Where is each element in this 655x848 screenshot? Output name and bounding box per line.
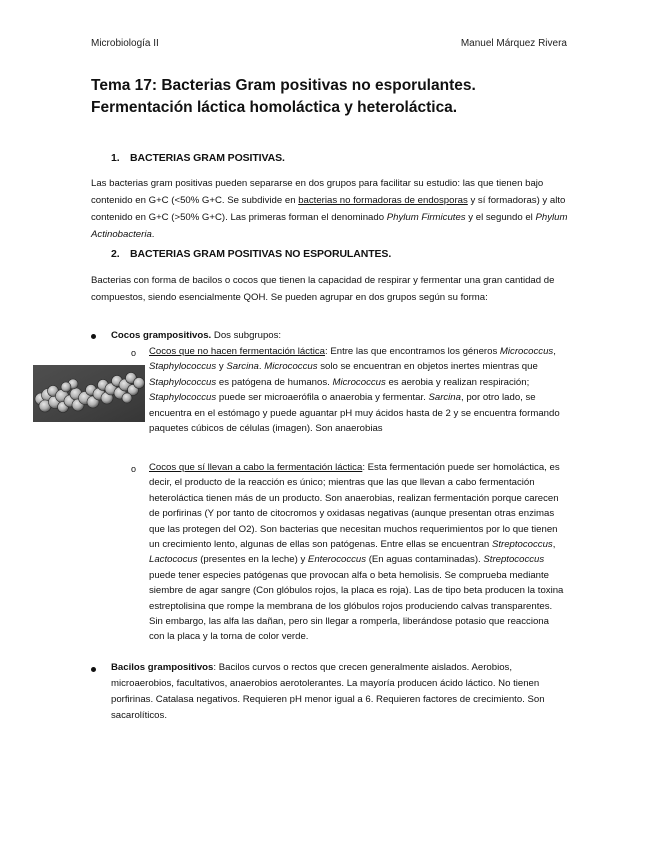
italic-term: Sarcina (226, 361, 259, 373)
section2-number: 2. (111, 248, 120, 260)
text-run: : Bacilos curvos o rectos que crecen generalmente aislados. Aerobios, microaerobios, facultativos, anaerobios aerotolerantes. La mayoría producen ácido láctico. No tienen porfirinas. Catalasa negativos. Requieren pH menor igual a 6. Requieren factores de crecimiento. Son sacarolíticos. (111, 662, 545, 721)
text-run: puede tener especies patógenas que provocan alfa o beta hemolisis. Se comprueba mediante siembre de agar sangre (Con glóbulos rojos, la placa es roja). Las de tipo beta producen la toxina estreptolisina que rompe la membrana de los glóbulos rojos produciendo calvas transparentes. Sin embargo, las alfa las dañan, pero sin llegar a romperla, liberándose potasio que reacciona con la placa y la torna de color verde. (149, 569, 564, 643)
section1-title: BACTERIAS GRAM POSITIVAS. (130, 152, 285, 164)
bullet-dot (91, 334, 96, 339)
italic-term: Micrococcus (332, 376, 386, 388)
bullet-dot (91, 667, 96, 672)
italic-term: Streptococcus (483, 554, 545, 566)
text-run: puede ser microaerófila o anaerobia y fermentar. (216, 392, 429, 404)
page-title: Tema 17: Bacterias Gram positivas no esporulantes. Fermentación láctica homoláctica y heteroláctica. (91, 77, 476, 116)
text-run: solo se encuentran en objetos inertes mientras que (317, 361, 538, 373)
text-run: y (216, 361, 227, 373)
text-run: , por otro lado, se encuentra en el estómago y puede aguantar pH muy ácidos hasta de 2 y se encuentra formando paquetes cúbicos de células (imagen). Son anaerobias (149, 392, 560, 435)
text-run: Dos subgrupos: (211, 330, 282, 341)
section1-heading (111, 152, 285, 164)
text-run: . (151, 229, 155, 240)
cocos-bullet (111, 328, 566, 344)
text-run: . (258, 361, 265, 373)
underlined-term: Cocos que sí llevan a cabo la fermentación láctica (149, 462, 363, 473)
italic-term: Lactococus (149, 554, 198, 566)
text-run: (presentes en la leche) y (197, 554, 308, 566)
italic-term: Staphylococcus (149, 392, 217, 404)
italic-term: Micrococcus (499, 346, 554, 357)
cocos-sub1-paragraph (149, 344, 566, 436)
italic-term: Micrococcus (264, 361, 318, 373)
section2-heading (111, 248, 391, 260)
text-run: (En aguas contaminadas). (366, 554, 484, 566)
bacilos-label: Bacilos grampositivos (111, 662, 214, 673)
text-run: y sí formadoras) y alto contenido en G+C (>50% G+C). Las primeras forman el denominado (91, 195, 566, 223)
underlined-term: Cocos que no hacen fermentación láctica (149, 346, 325, 357)
text-run: : Entre las que encontramos los géneros (325, 346, 500, 357)
cocos-sub2-paragraph (149, 460, 566, 645)
italic-term: Phylum Firmicutes (386, 212, 466, 223)
header-course: Microbiología II (91, 38, 159, 49)
italic-term: Phylum Actinobacteria (91, 212, 568, 240)
text-run: Las bacterias gram positivas pueden separarse en dos grupos para facilitar su estudio: las que tienen bajo contenido en G+C (<50% G+C. Se subdivide en (91, 178, 544, 206)
text-run: es patógena de humanos. (216, 376, 333, 388)
section1-paragraph (91, 175, 571, 243)
sub-bullet-marker: o (131, 464, 137, 474)
text-run: , (552, 539, 556, 551)
section1-number: 1. (111, 152, 120, 164)
text-run: : Esta fermentación puede ser homoláctica, es decir, el producto de la reacción es único; mientras que las que llevan a cabo fermentación heteroláctica tienen más de un producto. Son anaerobias, realizan fermentación porque carecen de porfirinas (Y por tanto de citocromos y oxidasas negativas (aunque presentan otras enzimas que las protegen del O2). Son bacterias que necesitan muchos requerimientos por lo que tienen un crecimiento lento, algunas de ellas son patógenas. Entre ellas se encuentran (149, 462, 560, 551)
cocos-label: Cocos grampositivos. (111, 330, 212, 341)
bacilos-bullet (111, 660, 566, 724)
section2-intro: Bacterias con forma de bacilos o cocos que tienen la capacidad de respirar y fermentar una gran cantidad de compuestos, siendo esencialmente QOH. Se pueden agrupar en dos grupos según su forma: (91, 275, 555, 303)
sarcina-micrograph-image (33, 365, 145, 422)
text-run: , (553, 346, 556, 357)
text-run: y el segundo el (465, 212, 536, 223)
italic-term: Enterococcus (307, 554, 367, 566)
italic-term: Staphylococcus (149, 376, 217, 388)
text-run: es aerobia y realizan respiración; (385, 376, 530, 388)
italic-term: Staphylococcus (149, 361, 217, 373)
underlined-term: bacterias no formadoras de endosporas (298, 195, 468, 206)
section2-title: BACTERIAS GRAM POSITIVAS NO ESPORULANTES. (130, 248, 392, 260)
italic-term: Sarcina (428, 392, 461, 404)
sub-bullet-marker: o (131, 348, 137, 358)
header-author: Manuel Márquez Rivera (460, 38, 567, 49)
italic-term: Streptococcus (491, 539, 553, 551)
